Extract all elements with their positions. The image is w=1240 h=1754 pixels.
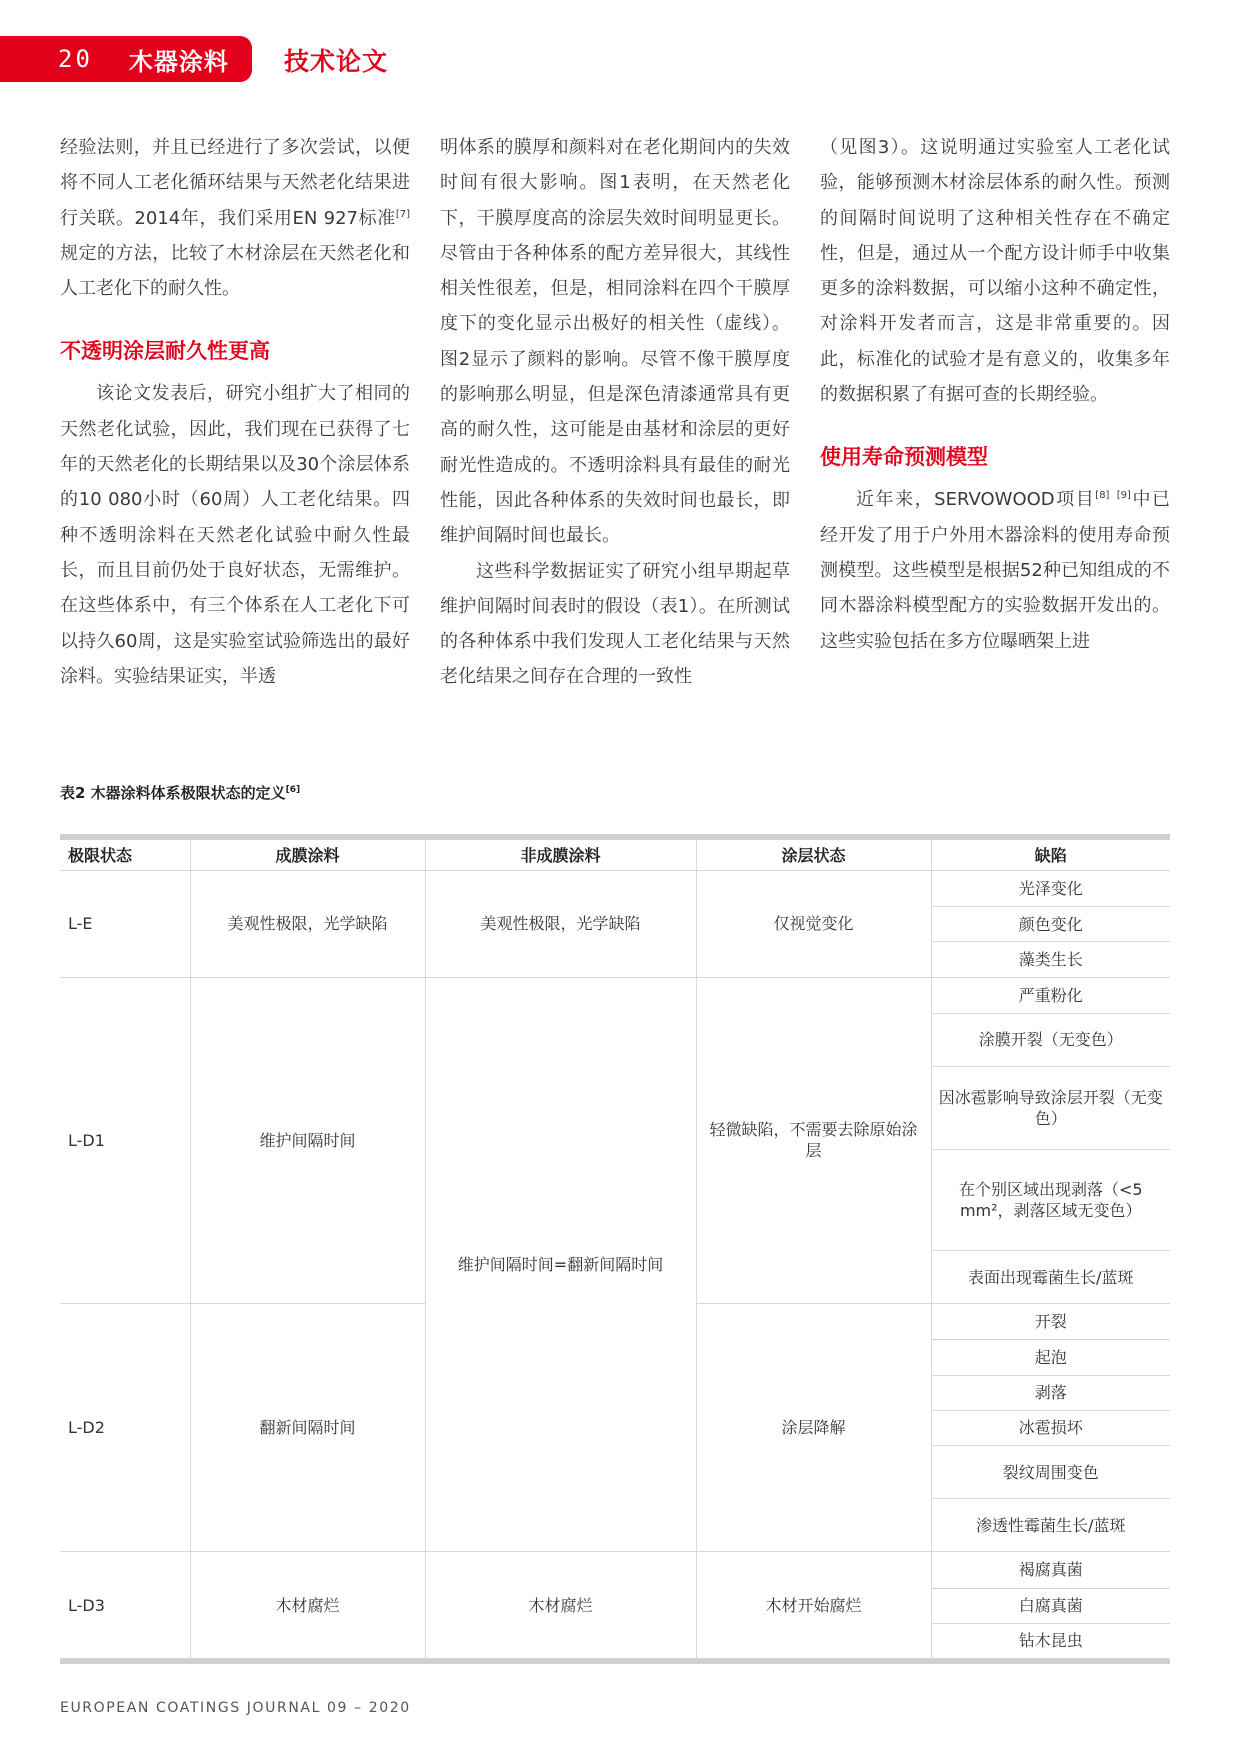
- film-forming-cell: 翻新间隔时间: [190, 1304, 425, 1552]
- defect-cell: 起泡: [931, 1340, 1170, 1375]
- text-column-3: [820, 130, 1170, 659]
- section-heading-opaque-durability: 不透明涂层耐久性更高: [60, 339, 270, 364]
- text-run: 规定的方法，比较了木材涂层在天然老化和人工老化下的耐久性。: [60, 242, 410, 300]
- limit-state-cell: L-D3: [60, 1552, 190, 1659]
- page-number: 20: [58, 45, 93, 73]
- paragraph: （见图3）。这说明通过实验室人工老化试验，能够预测木材涂层体系的耐久性。预测的间隔时间说明了这种相关性存在不确定性，但是，通过从一个配方设计师手中收集更多的涂料数据，可以缩小这种不确定性，对涂料开发者而言，这是非常重要的。因此，标准化的试验才是有意义的，收集多年的数据积累了有据可查的长期经验。: [820, 137, 1170, 406]
- defect-cell: 严重粉化: [931, 977, 1170, 1013]
- defect-cell: 冰雹损坏: [931, 1410, 1170, 1445]
- defect-cell: 白腐真菌: [931, 1588, 1170, 1623]
- non-film-forming-cell: 美观性极限，光学缺陷: [425, 871, 696, 978]
- paragraph: [820, 482, 1170, 658]
- column-header: 缺陷: [931, 840, 1170, 871]
- defect-cell: 颜色变化: [931, 907, 1170, 942]
- section-title: 技术论文: [284, 47, 389, 76]
- coating-state-cell: 轻微缺陷，不需要去除原始涂层: [696, 977, 931, 1304]
- caption-text: 表2 木器涂料体系极限状态的定义: [60, 784, 286, 802]
- film-forming-cell: 维护间隔时间: [190, 977, 425, 1304]
- defect-cell: 因冰雹影响导致涂层开裂（无变色）: [931, 1067, 1170, 1150]
- limit-state-cell: L-D1: [60, 977, 190, 1304]
- coating-state-cell: 仅视觉变化: [696, 871, 931, 978]
- limit-state-table: [60, 840, 1170, 1659]
- coating-state-cell: 木材开始腐烂: [696, 1552, 931, 1659]
- table-row: [60, 1552, 1170, 1588]
- paragraph: 该论文发表后，研究小组扩大了相同的天然老化试验，因此，我们现在已获得了七年的天然老化的长期结果以及30个涂层体系的10 080小时（60周）人工老化结果。四种不透明涂料在天然老化试验中耐久性最长，而且目前仍处于良好状态，无需维护。在这些体系中，有三个体系在人工老化下可以持久60周，这是实验室试验筛选出的最好涂料。实验结果证实，半透: [60, 383, 410, 687]
- limit-state-cell: L-E: [60, 871, 190, 978]
- defect-cell: 裂纹周围变色: [931, 1445, 1170, 1498]
- table-row: [60, 977, 1170, 1013]
- reference-6: [6]: [285, 785, 301, 795]
- paragraph: 明体系的膜厚和颜料对在老化期间内的失效时间有很大影响。图1表明，在天然老化下，干膜厚度高的涂层失效时间明显更长。尽管由于各种体系的配方差异很大，其线性相关性很差，但是，相同涂料在四个干膜厚度下的变化显示出极好的相关性（虚线）。图2显示了颜料的影响。尽管不像干膜厚度的影响那么明显，但是深色清漆通常具有更高的耐久性，这可能是由基材和涂层的更好耐光性造成的。不透明涂料具有最佳的耐光性能，因此各种体系的失效时间也最长，即维护间隔时间也最长。: [440, 137, 790, 547]
- defect-cell: 在个别区域出现剥落（<5 mm²，剥落区域无变色）: [931, 1150, 1170, 1250]
- defect-cell: 褐腐真菌: [931, 1552, 1170, 1588]
- text-run: 中已经开发了用于户外用木器涂料的使用寿命预测模型。这些模型是根据52种已知组成的不同木器涂料模型配方的实验数据开发出的。这些实验包括在多方位曝晒架上进: [820, 489, 1170, 652]
- non-film-forming-cell: 木材腐烂: [425, 1552, 696, 1659]
- header-bar: [0, 36, 252, 82]
- text-run: 近年来，SERVOWOOD项目: [856, 489, 1096, 511]
- table-caption: [60, 782, 300, 803]
- table-row: [60, 871, 1170, 907]
- reference-8: [8]: [1095, 490, 1110, 502]
- defect-cell: 开裂: [931, 1304, 1170, 1340]
- column-header: 非成膜涂料: [425, 840, 696, 871]
- defect-cell: 表面出现霉菌生长/蓝斑: [931, 1250, 1170, 1303]
- table-bottom-rule: [60, 1659, 1170, 1664]
- coating-state-cell: 涂层降解: [696, 1304, 931, 1552]
- magazine-title: 木器涂料: [128, 47, 229, 76]
- text-column-1: [60, 130, 410, 694]
- reference-9: [9]: [1116, 490, 1131, 502]
- defect-cell: 藻类生长: [931, 942, 1170, 977]
- reference-7: [7]: [395, 208, 410, 220]
- paragraph: 这些科学数据证实了研究小组早期起草维护间隔时间表时的假设（表1）。在所测试的各种体系中我们发现人工老化结果与天然老化结果之间存在合理的一致性: [440, 560, 790, 688]
- limit-state-cell: L-D2: [60, 1304, 190, 1552]
- column-header: 极限状态: [60, 840, 190, 871]
- journal-footer: EUROPEAN COATINGS JOURNAL 09 – 2020: [60, 1700, 411, 1716]
- defect-cell: 渗透性霉菌生长/蓝斑: [931, 1499, 1170, 1552]
- film-forming-cell: 木材腐烂: [190, 1552, 425, 1659]
- film-forming-cell: 美观性极限，光学缺陷: [190, 871, 425, 978]
- section-heading-service-life-model: 使用寿命预测模型: [820, 445, 988, 470]
- defect-cell: 光泽变化: [931, 871, 1170, 907]
- defect-cell: 剥落: [931, 1375, 1170, 1410]
- defect-cell: 钻木昆虫: [931, 1623, 1170, 1658]
- column-header: 涂层状态: [696, 840, 931, 871]
- column-header: 成膜涂料: [190, 840, 425, 871]
- table-header-row: [60, 840, 1170, 871]
- defect-cell: 涂膜开裂（无变色）: [931, 1013, 1170, 1066]
- text-column-2: [440, 130, 790, 695]
- non-film-forming-cell: 维护间隔时间=翻新间隔时间: [425, 977, 696, 1552]
- paragraph: [60, 130, 410, 306]
- text-run: 经验法则，并且已经进行了多次尝试，以便将不同人工老化循环结果与天然老化结果进行关联。2014年，我们采用EN 927标准: [60, 137, 410, 229]
